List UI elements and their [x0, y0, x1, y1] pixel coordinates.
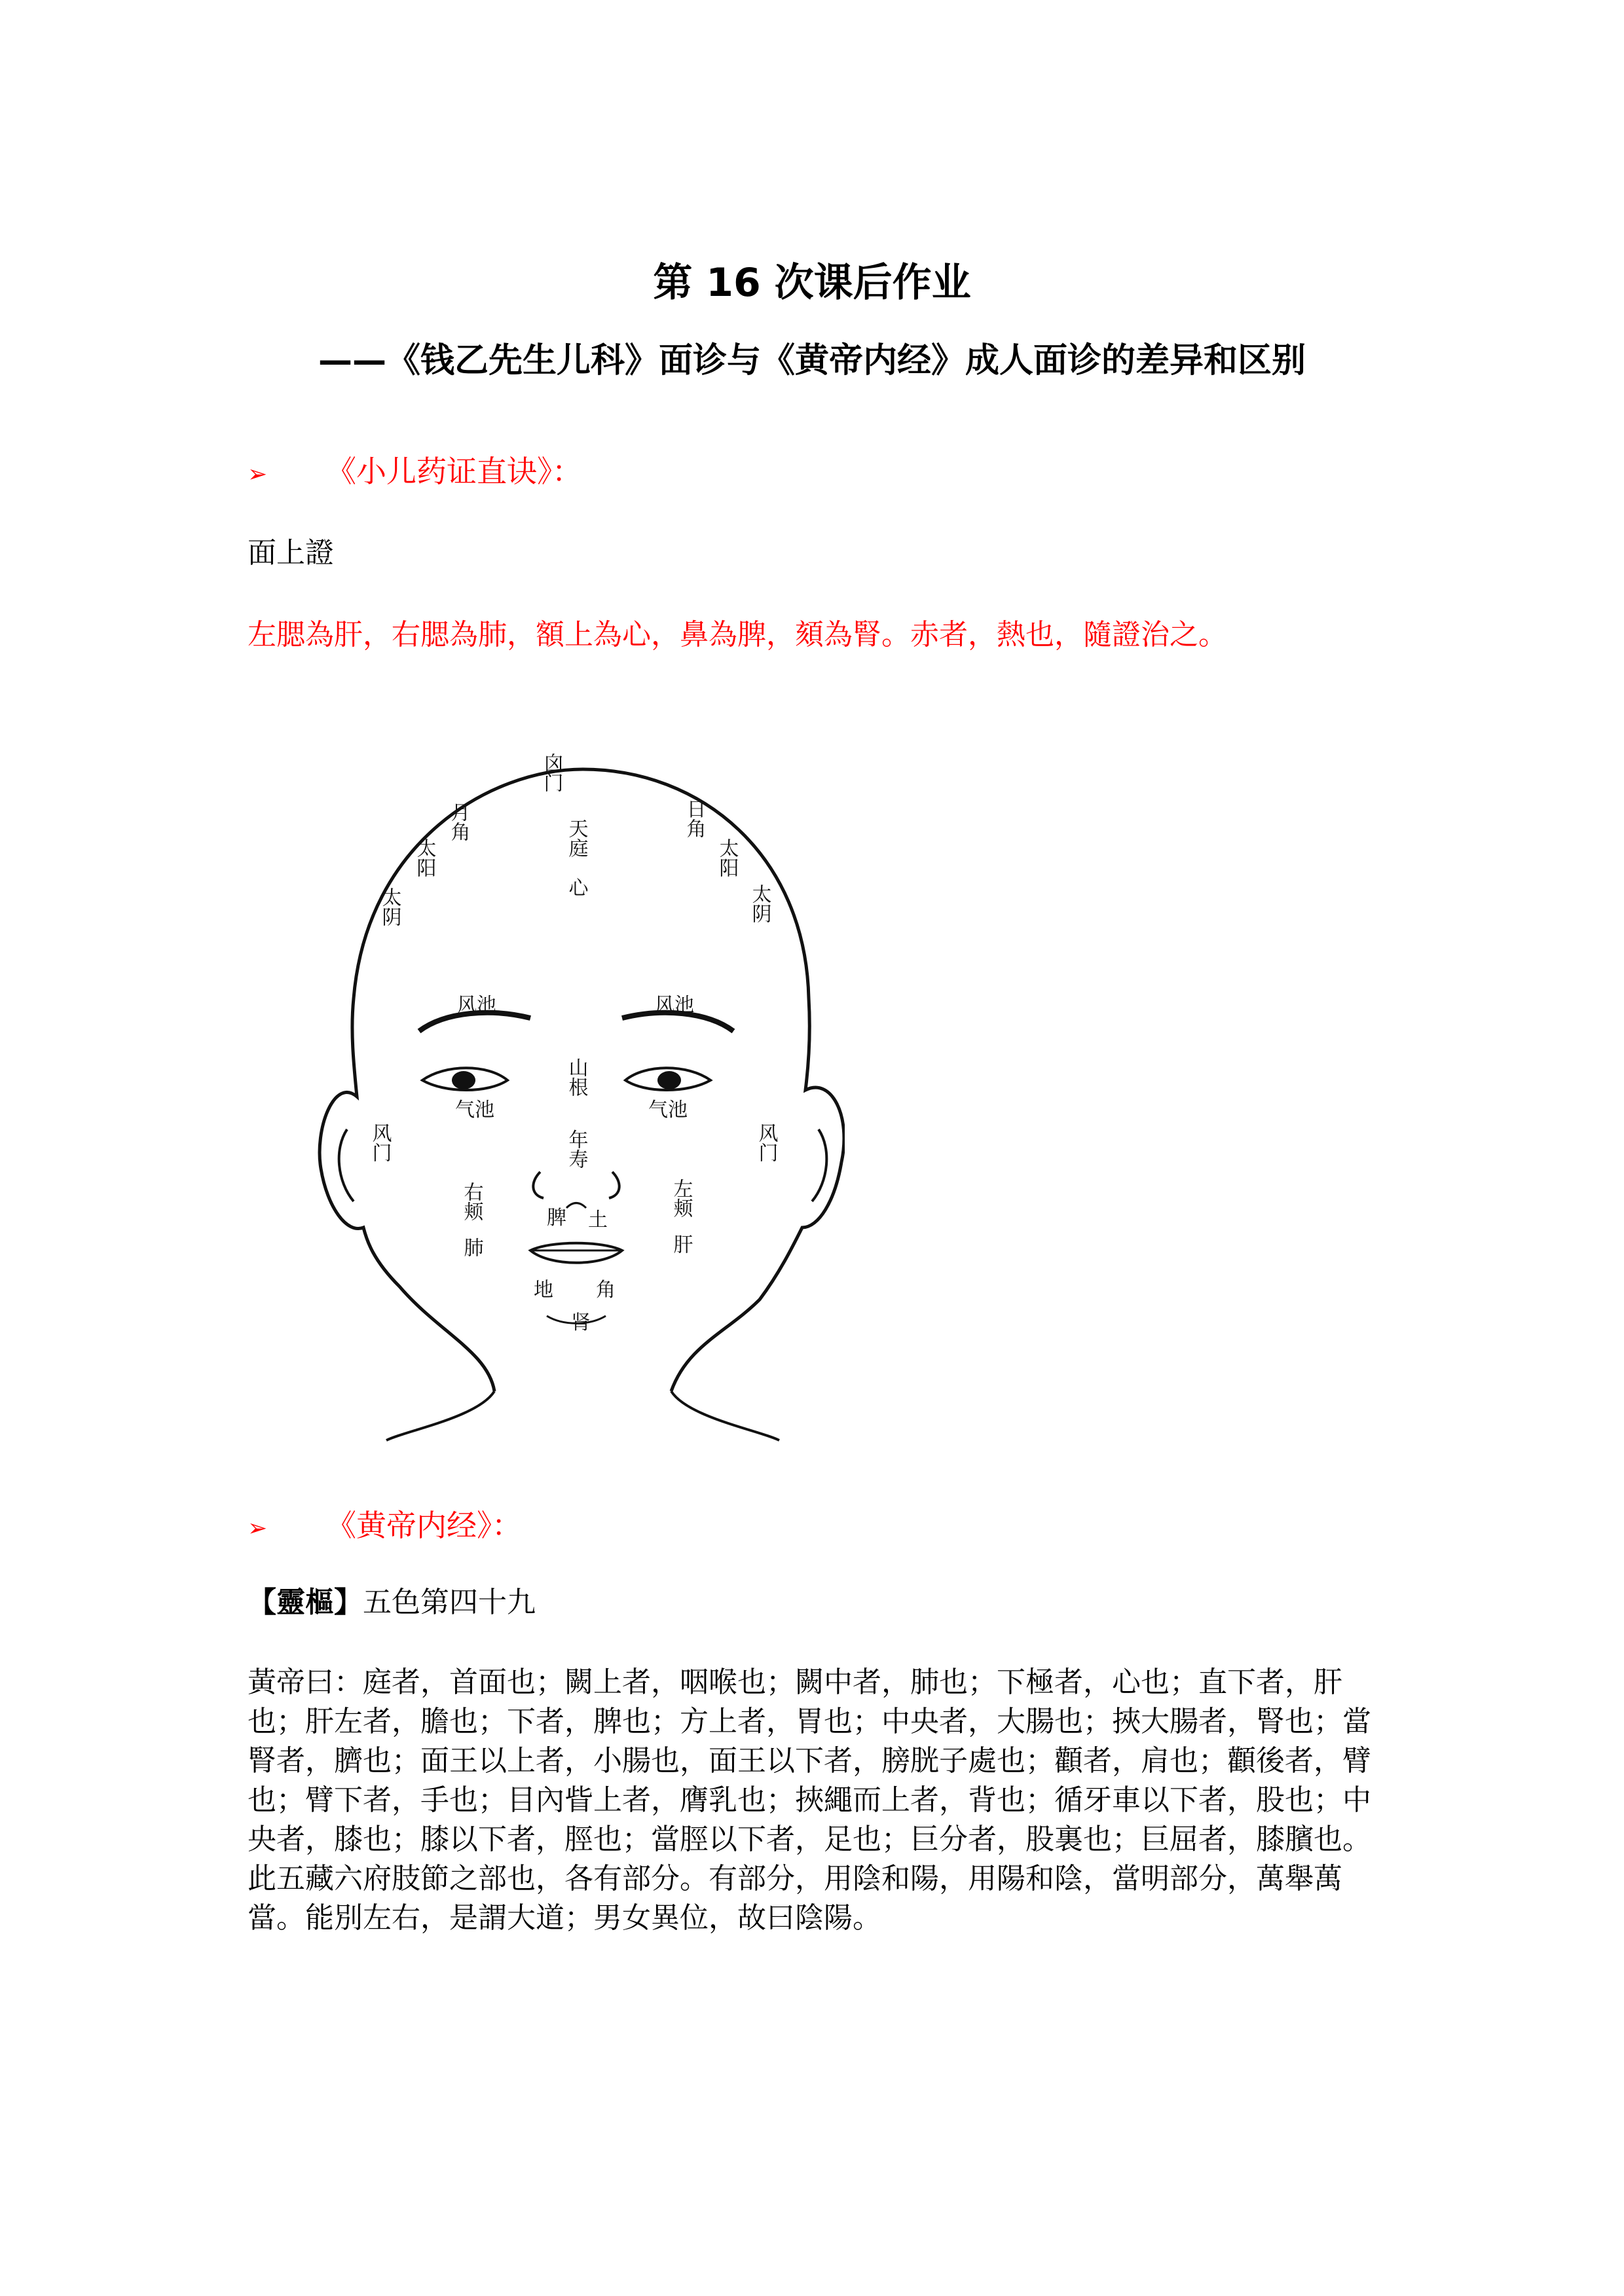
label-taiyang-right: 太阳	[715, 838, 739, 877]
label-taiyang-left: 太阳	[413, 838, 436, 877]
chapter-name: 五色第四十九	[363, 1586, 536, 1619]
label-fei: 肺	[460, 1237, 483, 1257]
label-fengchi-right: 风池	[655, 994, 694, 1017]
subheading-lingshu	[248, 1583, 536, 1622]
child-face-diagram	[308, 723, 845, 1457]
subheading-mianshangzheng: 面上證	[248, 536, 334, 570]
label-tu: 土	[588, 1209, 608, 1231]
label-taiyin-right: 太阴	[748, 884, 771, 923]
label-xin: 心	[564, 877, 588, 897]
label-fengmen-left: 风门	[368, 1123, 392, 1162]
label-jiao: 角	[596, 1279, 616, 1302]
arrow-bullet-icon: ➢	[248, 461, 268, 488]
section-heading-neijing	[248, 1506, 522, 1548]
label-qichi-right: 气池	[648, 1099, 688, 1121]
label-youjia: 右颊	[460, 1182, 483, 1221]
label-qichi-left: 气池	[455, 1099, 494, 1121]
label-shangen: 山根	[564, 1057, 588, 1097]
label-fengchi-left: 风池	[457, 994, 496, 1017]
quote-face-organs: 左腮為肝，右腮為肺，額上為心，鼻為脾，頦為腎。赤者，熱也，隨證治之。	[248, 618, 1227, 651]
label-di: 地	[534, 1279, 553, 1302]
label-gan: 肝	[669, 1234, 693, 1254]
book-name: 【靈樞】	[248, 1586, 363, 1619]
section-heading-xiaoer	[248, 452, 582, 494]
section-heading-text: 《小儿药证直诀》：	[326, 454, 582, 489]
document-subtitle: ——《钱乙先生儿科》面诊与《黄帝内经》成人面诊的差异和区别	[318, 341, 1306, 380]
label-rijiao: 日角	[682, 799, 706, 838]
label-tianting: 天庭	[564, 818, 588, 858]
neijing-paragraph: 黃帝曰：庭者，首面也；闕上者，咽喉也；闕中者，肺也；下極者，心也；直下者，肝也；肝左者，膽也；下者，脾也；方上者，胃也；中央者，大腸也；挾大腸者，腎也；當腎者，臍也；面王以上者，小腸也，面王以下者，膀胱子處也；顴者，肩也；顴後者，臂也；臂下者，手也；目內眥上者，膺乳也；挾繩而上者，背也；循牙車以下者，股也；中央者，膝也；膝以下者，脛也；當脛以下者，足也；巨分者，股裏也；巨屈者，膝臏也。此五藏六府肢節之部也，各有部分。有部分，用陰和陽，用陽和陰，當明部分，萬舉萬當。能別左右，是謂大道；男女異位，故曰陰陽。	[248, 1666, 1371, 1935]
label-fengmen-right: 风门	[754, 1123, 778, 1162]
label-taiyin-left: 太阴	[378, 887, 401, 926]
label-yuejiao: 月角	[447, 802, 470, 841]
label-pi: 脾	[547, 1207, 566, 1230]
label-nianshou: 年寿	[564, 1129, 588, 1169]
document-title: 第 16 次课后作业	[653, 260, 971, 306]
face-diagram-drawing	[308, 723, 845, 1457]
section-heading-text: 《黄帝内经》：	[326, 1508, 522, 1543]
label-zuojia: 左颊	[669, 1178, 693, 1218]
label-xinmen: 囟门	[540, 753, 563, 792]
arrow-bullet-icon: ➢	[248, 1515, 268, 1542]
label-shen: 肾	[571, 1311, 591, 1334]
